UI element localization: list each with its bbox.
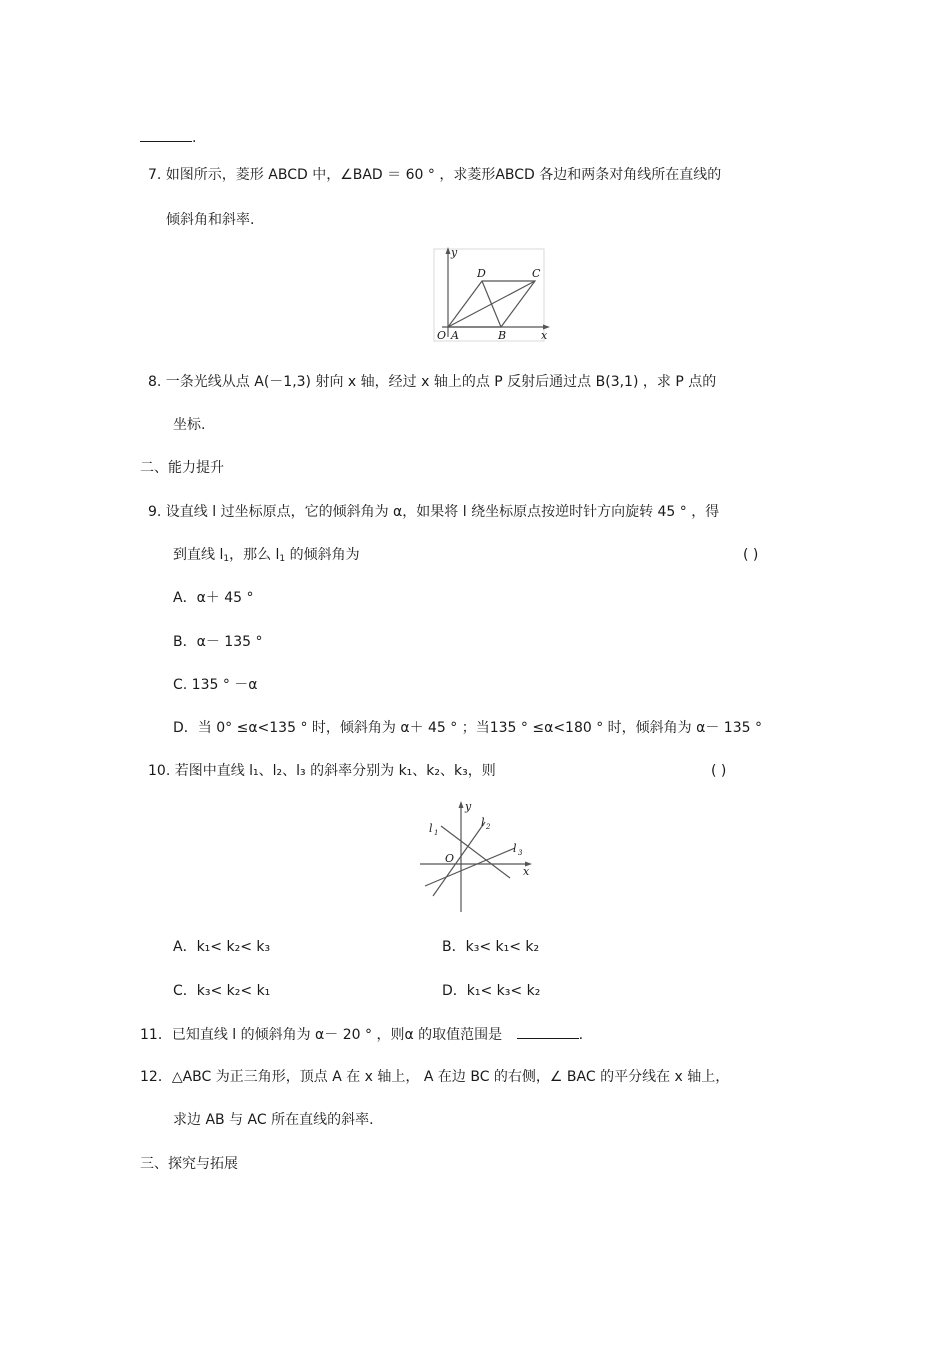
q10-fig-l3-sub: 3 xyxy=(518,849,523,857)
q11-end: . xyxy=(578,1027,584,1043)
q10-option-b: B．k₃< k₁< k₂ xyxy=(442,939,540,955)
q9-option-a: A．α＋ 45 ° xyxy=(173,590,254,606)
top-blank-period: . xyxy=(192,130,197,146)
q7-rhombus-figure xyxy=(428,243,553,343)
top-answer-blank xyxy=(140,127,196,148)
q9-line2-mid: ，那么 l xyxy=(229,547,280,563)
q10-fig-o-label: O xyxy=(445,852,455,865)
q12-line2: 求边 AB 与 AC 所在直线的斜率. xyxy=(173,1112,374,1128)
q10-fig-y-label: y xyxy=(465,800,472,813)
q9-line2-sub1: 1 xyxy=(223,554,230,564)
q10-stem: 10. 若图中直线 l₁、l₂、l₃ 的斜率分别为 k₁、k₂、k₃，则 xyxy=(148,763,496,779)
q10-option-d: D．k₁< k₃< k₂ xyxy=(442,983,541,999)
q10-fig-l3-label: l xyxy=(513,842,517,855)
q8-line1: 8. 一条光线从点 A(－1,3) 射向 x 轴，经过 x 轴上的点 P 反射后通过点 B(3,1) ，求 P 点的 xyxy=(148,374,717,390)
q10-option-c: C．k₃< k₂< k₁ xyxy=(173,983,271,999)
q7-fig-d-label: D xyxy=(477,267,486,280)
q12-line1: 12．△ABC 为正三角形，顶点 A 在 x 轴上， A 在边 BC 的右侧，∠ BAC 的平分线在 x 轴上， xyxy=(140,1069,730,1085)
q9-option-d: D．当 0° ≤α<135 ° 时，倾斜角为 α＋ 45 ° ；当135 ° ≤α<180 ° 时，倾斜角为 α－ 135 ° xyxy=(173,720,762,736)
q10-fig-x-label: x xyxy=(523,865,530,878)
q10-fig-l2-label: l xyxy=(481,816,485,829)
q8-line2: 坐标. xyxy=(173,417,206,433)
q9-answer-paren: ( ) xyxy=(743,547,759,563)
q9-line2-suffix: 的倾斜角为 xyxy=(285,547,360,563)
q9-line2 xyxy=(173,545,360,569)
q10-lines-figure xyxy=(415,796,540,916)
q9-line2-prefix: 到直线 l xyxy=(173,547,224,563)
q11-answer-blank xyxy=(517,1024,579,1039)
q7-fig-o-label: O xyxy=(437,329,447,342)
q9-option-b: B．α－ 135 ° xyxy=(173,634,263,650)
q7-fig-b-label: B xyxy=(498,329,507,342)
section-2-heading: 二、能力提升 xyxy=(140,460,224,476)
q7-fig-c-label: C xyxy=(532,267,541,280)
q10-fig-l1-label: l xyxy=(429,822,433,835)
q9-line2-sub2: 1 xyxy=(279,554,286,564)
q10-fig-l2-sub: 2 xyxy=(486,823,491,831)
q9-option-c: C. 135 ° －α xyxy=(173,677,258,693)
q7-fig-a-label: A xyxy=(451,329,459,342)
q10-option-a: A．k₁< k₂< k₃ xyxy=(173,939,271,955)
q10-answer-paren: ( ) xyxy=(711,763,727,779)
q7-fig-y-label: y xyxy=(451,246,458,259)
q10-fig-l1-sub: 1 xyxy=(434,829,439,837)
q7-fig-x-label: x xyxy=(541,329,548,342)
section-3-heading: 三、探究与拓展 xyxy=(140,1156,238,1172)
q7-line1: 7. 如图所示，菱形 ABCD 中，∠BAD ＝ 60 ° ，求菱形ABCD 各边和两条对角线所在直线的 xyxy=(148,167,722,183)
q9-line1: 9. 设直线 l 过坐标原点，它的倾斜角为 α，如果将 l 绕坐标原点按逆时针方向旋转 45 ° ，得 xyxy=(148,504,720,520)
q11-text: 11．已知直线 l 的倾斜角为 α－ 20 ° ，则α 的取值范围是 xyxy=(140,1027,503,1043)
q7-line2: 倾斜角和斜率. xyxy=(166,212,255,228)
q11-line xyxy=(140,1024,583,1045)
